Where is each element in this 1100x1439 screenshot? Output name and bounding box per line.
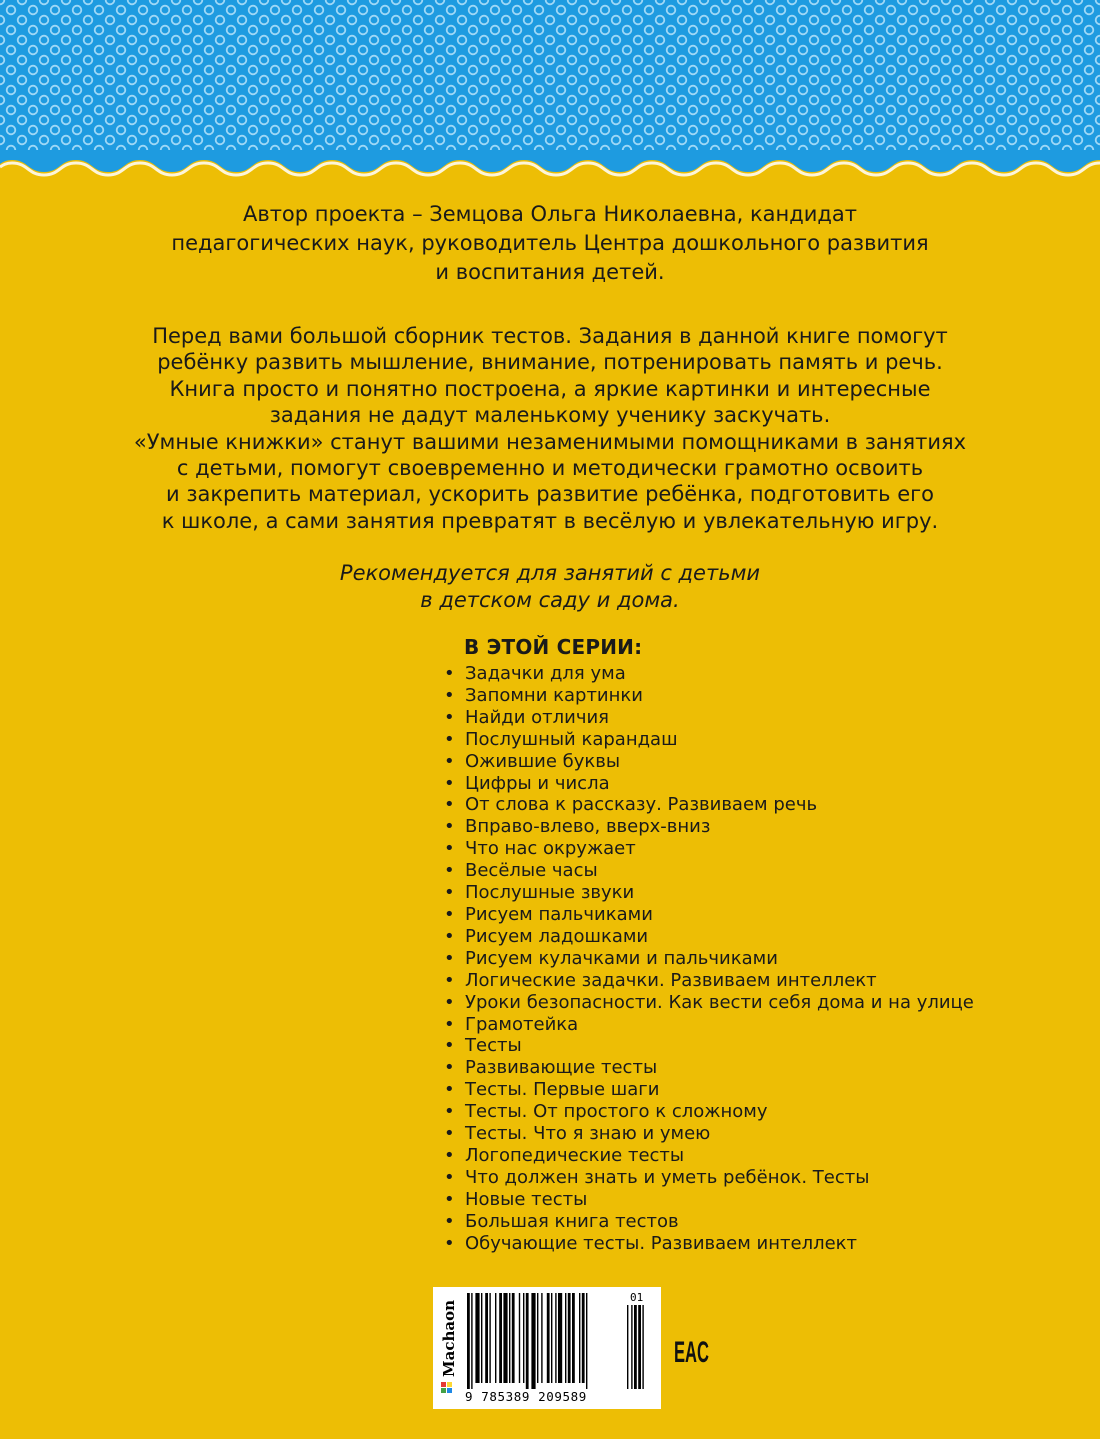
series-list: [440, 663, 974, 1254]
barcode-bar: [586, 1293, 587, 1389]
list-item: • Цифры и числа: [440, 773, 974, 795]
barcode-bar: [503, 1293, 507, 1383]
series-heading: В ЭТОЙ СЕРИИ:: [464, 635, 643, 659]
barcode-bar: [551, 1293, 552, 1383]
author-info-line: педагогических наук, руководитель Центра дошкольного развития: [171, 231, 929, 255]
barcode-bar: [579, 1293, 580, 1383]
barcode-bar: [531, 1293, 535, 1389]
list-item: • Вправо-влево, вверх-вниз: [440, 816, 974, 838]
barcode-bar: [471, 1293, 472, 1389]
list-item: • Послушный карандаш: [440, 729, 974, 751]
description-line: Перед вами большой сборник тестов. Задания в данной книге помогут: [152, 324, 948, 348]
list-item: • Послушные звуки: [440, 882, 974, 904]
barcode-bar: [512, 1293, 515, 1383]
list-item: • Грамотейка: [440, 1014, 974, 1036]
isbn-barcode: [433, 1287, 661, 1409]
barcode-bar: [467, 1293, 470, 1389]
description-line: задания не дадут маленькому ученику заскучать.: [269, 403, 831, 428]
barcode-bar: [509, 1293, 510, 1383]
barcode-bar: [523, 1293, 524, 1383]
description-line: и закрепить материал, ускорить развитие ребёнка, подготовить его: [166, 482, 934, 507]
barcode-bar: [558, 1293, 562, 1383]
description-line: «Умные книжки» станут вашими незаменимыми помощниками в занятиях: [133, 429, 967, 454]
publisher-logo: [440, 1300, 458, 1393]
barcode-bar: [526, 1293, 529, 1389]
author-info-line: Автор проекта – Земцова Ольга Николаевна, кандидат: [242, 202, 858, 226]
barcode-bar: [489, 1293, 490, 1383]
list-item: • Что должен знать и уметь ребёнок. Тесты: [440, 1167, 974, 1189]
barcode-addon-bar: [634, 1305, 637, 1389]
list-item: • Рисуем ладошками: [440, 926, 974, 948]
list-item: • Развивающие тесты: [440, 1057, 974, 1079]
barcode-addon-bar: [631, 1305, 632, 1389]
list-item: • Задачки для ума: [440, 663, 974, 685]
barcode-bar: [537, 1293, 538, 1383]
barcode-bar: [565, 1293, 566, 1383]
barcode-bar: [555, 1293, 556, 1383]
book-description: [0, 323, 1100, 534]
list-item: • Уроки безопасности. Как вести себя дома и на улице: [440, 992, 974, 1014]
barcode-bar: [568, 1293, 571, 1383]
list-item: • Логические задачки. Развиваем интеллект: [440, 970, 974, 992]
barcode-bars: [467, 1293, 644, 1389]
list-item: • Рисуем пальчиками: [440, 904, 974, 926]
list-item: • Обучающие тесты. Развиваем интеллект: [440, 1233, 974, 1255]
description-line: к школе, а сами занятия превратят в весёлую и увлекательную игру.: [161, 508, 939, 533]
blue-wavy-border: [0, 0, 1100, 185]
barcode-bar: [475, 1293, 479, 1383]
recommendation-line: Рекомендуется для занятий с детьми: [339, 561, 761, 585]
list-item: • Запомни картинки: [440, 685, 974, 707]
eac-text: EAC: [674, 1336, 709, 1369]
recommendation-line: в детском саду и дома.: [420, 588, 680, 612]
barcode-addon-bar: [627, 1305, 628, 1389]
barcode-bar: [547, 1293, 550, 1383]
description-line: Книга просто и понятно построена, а яркие картинки и интересные: [169, 376, 931, 401]
author-info: [0, 200, 1100, 287]
list-item: • Найди отличия: [440, 707, 974, 729]
eac-mark: [674, 1334, 710, 1369]
recommendation-note: [0, 560, 1100, 614]
description-line: ребёнку развить мышление, внимание, потренировать память и речь.: [157, 350, 943, 375]
list-item: • Весёлые часы: [440, 860, 974, 882]
isbn-digits: 9 785389 209589: [465, 1389, 587, 1404]
list-item: • Рисуем кулачками и пальчиками: [440, 948, 974, 970]
list-item: • Новые тесты: [440, 1189, 974, 1211]
list-item: • Тесты. От простого к сложному: [440, 1101, 974, 1123]
list-item: • Тесты. Первые шаги: [440, 1079, 974, 1101]
list-item: • Что нас окружает: [440, 838, 974, 860]
barcode-bar: [541, 1293, 542, 1383]
list-item: • Логопедические тесты: [440, 1145, 974, 1167]
barcode-bar: [582, 1293, 585, 1383]
barcode-addon-bar: [642, 1305, 643, 1389]
list-item: • Тесты. Что я знаю и умею: [440, 1123, 974, 1145]
list-item: • Тесты: [440, 1035, 974, 1057]
list-item: • От слова к рассказу. Развиваем речь: [440, 794, 974, 816]
barcode-bar: [572, 1293, 575, 1383]
barcode-addon-digits: 01: [630, 1291, 644, 1304]
barcode-bar: [519, 1293, 520, 1383]
publisher-name: Machaon: [440, 1300, 458, 1377]
description-line: с детьми, помогут своевременно и методически грамотно освоить: [176, 456, 924, 481]
list-item: • Ожившие буквы: [440, 751, 974, 773]
barcode-bar: [495, 1293, 496, 1383]
barcode-addon-bar: [638, 1305, 641, 1389]
barcode-bar: [499, 1293, 502, 1383]
list-item: • Большая книга тестов: [440, 1211, 974, 1233]
barcode-bar: [481, 1293, 482, 1383]
barcode-bar: [485, 1293, 488, 1383]
barcode-graphic: [433, 1287, 661, 1409]
author-info-line: и воспитания детей.: [435, 260, 665, 284]
